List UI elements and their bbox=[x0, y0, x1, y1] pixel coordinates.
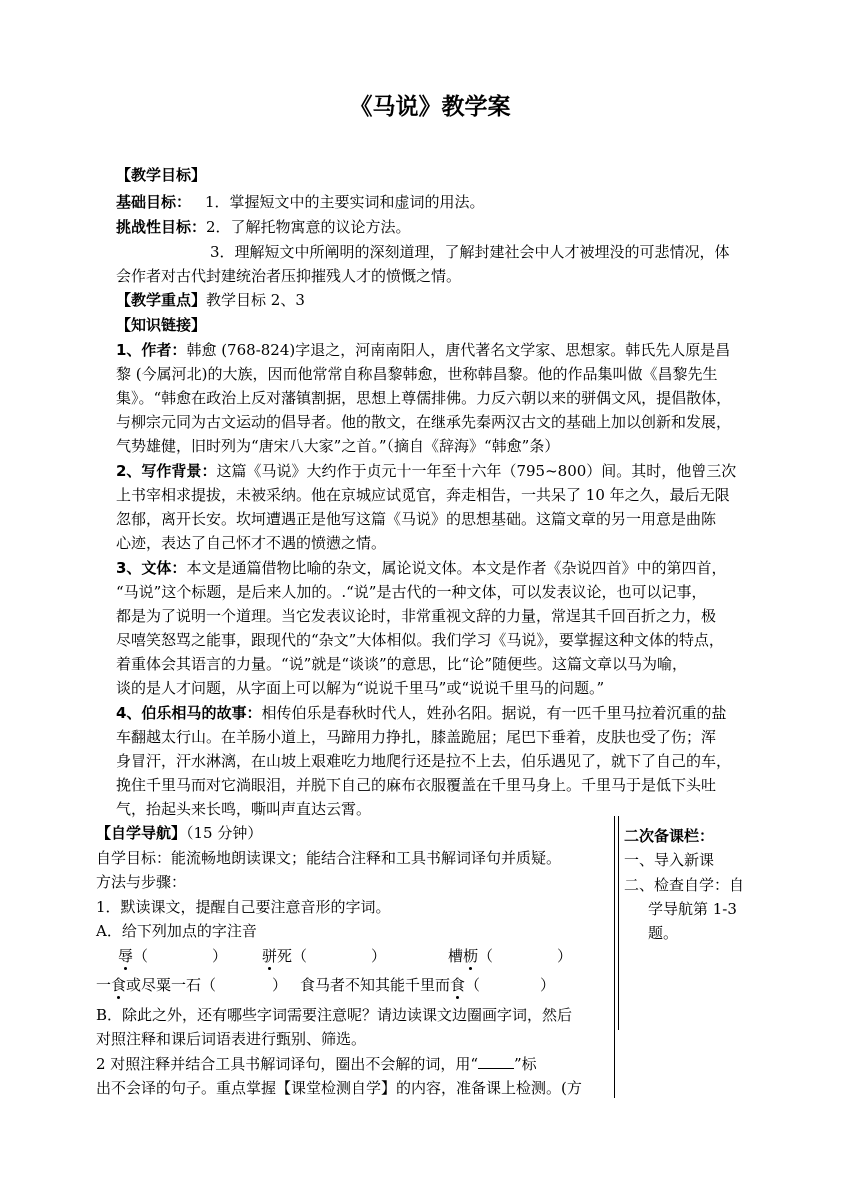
author-label: 1、作者： bbox=[116, 341, 187, 359]
basic-goal bbox=[116, 192, 485, 212]
pinyin-pre: 一 bbox=[96, 976, 112, 994]
goals-heading: 【教学目标】 bbox=[116, 166, 207, 184]
self-study-method: 方法与步骤： bbox=[96, 873, 187, 891]
self-study-step1: 1．默读课文，提醒自己要注意音形的字词。 bbox=[96, 898, 391, 916]
background-line-3: 忽郁，离开长安。坎坷遭遇正是他写这篇《马说》的思想基础。这篇文章的另一用意是曲陈 bbox=[116, 510, 717, 528]
pinyin-post: （ bbox=[465, 976, 481, 994]
side-note-item-1: 一、导入新课 bbox=[624, 851, 715, 869]
dotted-char: 食 bbox=[450, 976, 466, 994]
pinyin-close: ） bbox=[272, 976, 288, 994]
self-study-heading bbox=[96, 823, 262, 843]
style-line-1 bbox=[116, 558, 726, 578]
step-2-line2: 出不会译的句子。重点掌握【课堂检测自学】的内容，准备课上检测。(方 bbox=[96, 1079, 582, 1097]
style-line-3: 都是为了说明一个道理。当它发表议论时，非常重视文辞的力量，常逞其千回百折之力，极 bbox=[116, 607, 717, 625]
step-2-line1 bbox=[96, 1054, 537, 1074]
pinyin-post: 死（ bbox=[277, 947, 308, 965]
background-label: 2、写作背景： bbox=[116, 462, 217, 480]
basic-goal-label: 基础目标： bbox=[116, 193, 192, 211]
pinyin-item-1 bbox=[118, 946, 227, 966]
step-b-line1: B．除此之外，还有哪些字词需要注意呢？请边读课文边圈画字词，然后 bbox=[96, 1006, 573, 1024]
author-line-3: 集》。“韩愈在政治上反对藩镇割据，思想上尊儒排佛。力反六朝以来的骈偶文风，提倡散体， bbox=[116, 389, 732, 407]
pinyin-item-5 bbox=[300, 975, 555, 995]
pinyin-post: 或尽粟一石（ bbox=[126, 976, 217, 994]
style-line-2: “马说”这个标题，是后来人加的。.“说”是古代的一种文体，可以发表议论，也可以记事， bbox=[116, 583, 707, 601]
pinyin-close: ） bbox=[371, 947, 387, 965]
pinyin-close: ） bbox=[212, 947, 228, 965]
pinyin-item-2 bbox=[262, 946, 386, 966]
pinyin-post: （ bbox=[478, 947, 494, 965]
story-line-2: 车翻越太行山。在羊肠小道上，马蹄用力挣扎，膝盖跪屈；尾巴下垂着，皮肤也受了伤；浑 bbox=[116, 728, 717, 746]
goal-3-line2: 会作者对古代封建统治者压抑摧残人才的愤慨之情。 bbox=[116, 267, 462, 285]
author-line-2: 黎 (今属河北)的大族，因而他常常自称昌黎韩愈，世称韩昌黎。他的作品集叫做《昌黎先生 bbox=[116, 365, 718, 383]
focus-label: 【教学重点】 bbox=[116, 291, 207, 309]
teaching-focus bbox=[116, 290, 305, 310]
dotted-char: 骈 bbox=[262, 947, 278, 965]
story-label: 4、伯乐相马的故事： bbox=[116, 704, 262, 722]
style-text-1: 本文是通篇借物比喻的杂文，属论说文体。本文是作者《杂说四首》中的第四首， bbox=[186, 559, 727, 577]
column-divider-left bbox=[614, 816, 615, 1098]
side-note-item-2-cont: 学导航第 1-3 bbox=[648, 900, 737, 918]
style-line-5: 着重体会其语言的力量。“说”就是“谈谈”的意思，比“论”随便些。这篇文章以马为喻， bbox=[116, 655, 688, 673]
story-line-5: 气，抬起头来长鸣，嘶叫声直达云霄。 bbox=[116, 800, 372, 818]
style-label: 3、文体： bbox=[116, 559, 187, 577]
story-line-4: 挽住千里马而对它淌眼泪，并脱下自己的麻布衣服覆盖在千里马身上。千里马于是低下头吐 bbox=[116, 776, 717, 794]
story-line-1 bbox=[116, 703, 726, 723]
page-title: 《马说》教学案 bbox=[349, 94, 511, 120]
author-text-1: 韩愈 (768-824)字退之，河南南阳人，唐代著名文学家、思想家。韩氏先人原是昌 bbox=[186, 341, 731, 359]
step-2-pre: 2 对照注释并结合工具书解词译句，圈出不会解的词，用“ bbox=[96, 1055, 478, 1073]
focus-text: 教学目标 2、3 bbox=[206, 291, 305, 309]
author-line-4: 与柳宗元同为古文运动的倡导者。他的散文，在继承先秦两汉古文的基础上加以创新和发展， bbox=[116, 413, 732, 431]
dotted-char: 枥 bbox=[463, 947, 479, 965]
side-note-item-2-end: 题。 bbox=[648, 924, 679, 942]
dotted-char: 食 bbox=[111, 976, 127, 994]
background-line-1 bbox=[116, 461, 736, 481]
underline-blank bbox=[478, 1054, 514, 1069]
knowledge-heading: 【知识链接】 bbox=[116, 316, 207, 334]
side-note-item-2: 二、检查自学：自 bbox=[624, 876, 745, 894]
challenge-goal bbox=[116, 217, 411, 237]
self-study-label: 【自学导航】 bbox=[96, 824, 187, 842]
author-line-5: 气势雄健，旧时列为“唐宋八大家”之首。”（摘自《辞海》“韩愈”条） bbox=[116, 437, 560, 455]
dotted-char: 辱 bbox=[118, 947, 134, 965]
goal-3-line1: 3．理解短文中所阐明的深刻道理，了解封建社会中人才被埋没的可悲情况，体 bbox=[210, 243, 730, 261]
background-text-1: 这篇《马说》大约作于贞元十一年至十六年（795~800）间。其时，他曾三次 bbox=[216, 462, 737, 480]
pinyin-pre: 食马者不知其能千里而 bbox=[300, 976, 451, 994]
author-line-1 bbox=[116, 340, 730, 360]
pinyin-post: （ bbox=[133, 947, 149, 965]
story-text-1: 相传伯乐是春秋时代人，姓孙名阳。据说，有一匹千里马拉着沉重的盐 bbox=[261, 704, 727, 722]
background-line-2: 上书宰相求提拔，未被采纳。他在京城应试觅官，奔走相告，一共呆了 10 年之久，最后无限 bbox=[116, 486, 730, 504]
pinyin-pre: 槽 bbox=[448, 947, 464, 965]
step-b-line2: 对照注释和课后词语表进行甄别、筛选。 bbox=[96, 1030, 367, 1048]
background-line-4: 心迹，表达了自己怀才不遇的愤懑之情。 bbox=[116, 534, 387, 552]
self-study-goal: 自学目标：能流畅地朗读课文；能结合注释和工具书解词译句并质疑。 bbox=[96, 849, 562, 867]
challenge-goal-label: 挑战性目标： bbox=[116, 218, 207, 236]
pinyin-close: ） bbox=[540, 976, 556, 994]
pinyin-item-3 bbox=[448, 946, 572, 966]
self-study-time: （15 分钟） bbox=[186, 824, 263, 842]
pinyin-item-4 bbox=[96, 975, 287, 995]
step-2-post: ”标 bbox=[513, 1055, 537, 1073]
side-notes-heading: 二次备课栏： bbox=[624, 827, 715, 845]
story-line-3: 身冒汗，汗水淋漓，在山坡上艰难吃力地爬行还是拉不上去，伯乐遇见了，就下了自己的车， bbox=[116, 752, 732, 770]
basic-goal-text: 1．掌握短文中的主要实词和虚词的用法。 bbox=[205, 193, 485, 211]
pinyin-close: ） bbox=[557, 947, 573, 965]
column-divider-right bbox=[618, 816, 619, 1030]
challenge-goal-text: 2．了解托物寓意的议论方法。 bbox=[206, 218, 411, 236]
style-line-6: 谈的是人才问题，从字面上可以解为“说说千里马”或“说说千里马的问题。” bbox=[116, 679, 605, 697]
self-study-step1a: A．给下列加点的字注音 bbox=[96, 922, 257, 940]
style-line-4: 尽嘻笑怒骂之能事，跟现代的“杂文”大体相似。我们学习《马说》，要掌握这种文体的特点， bbox=[116, 631, 724, 649]
